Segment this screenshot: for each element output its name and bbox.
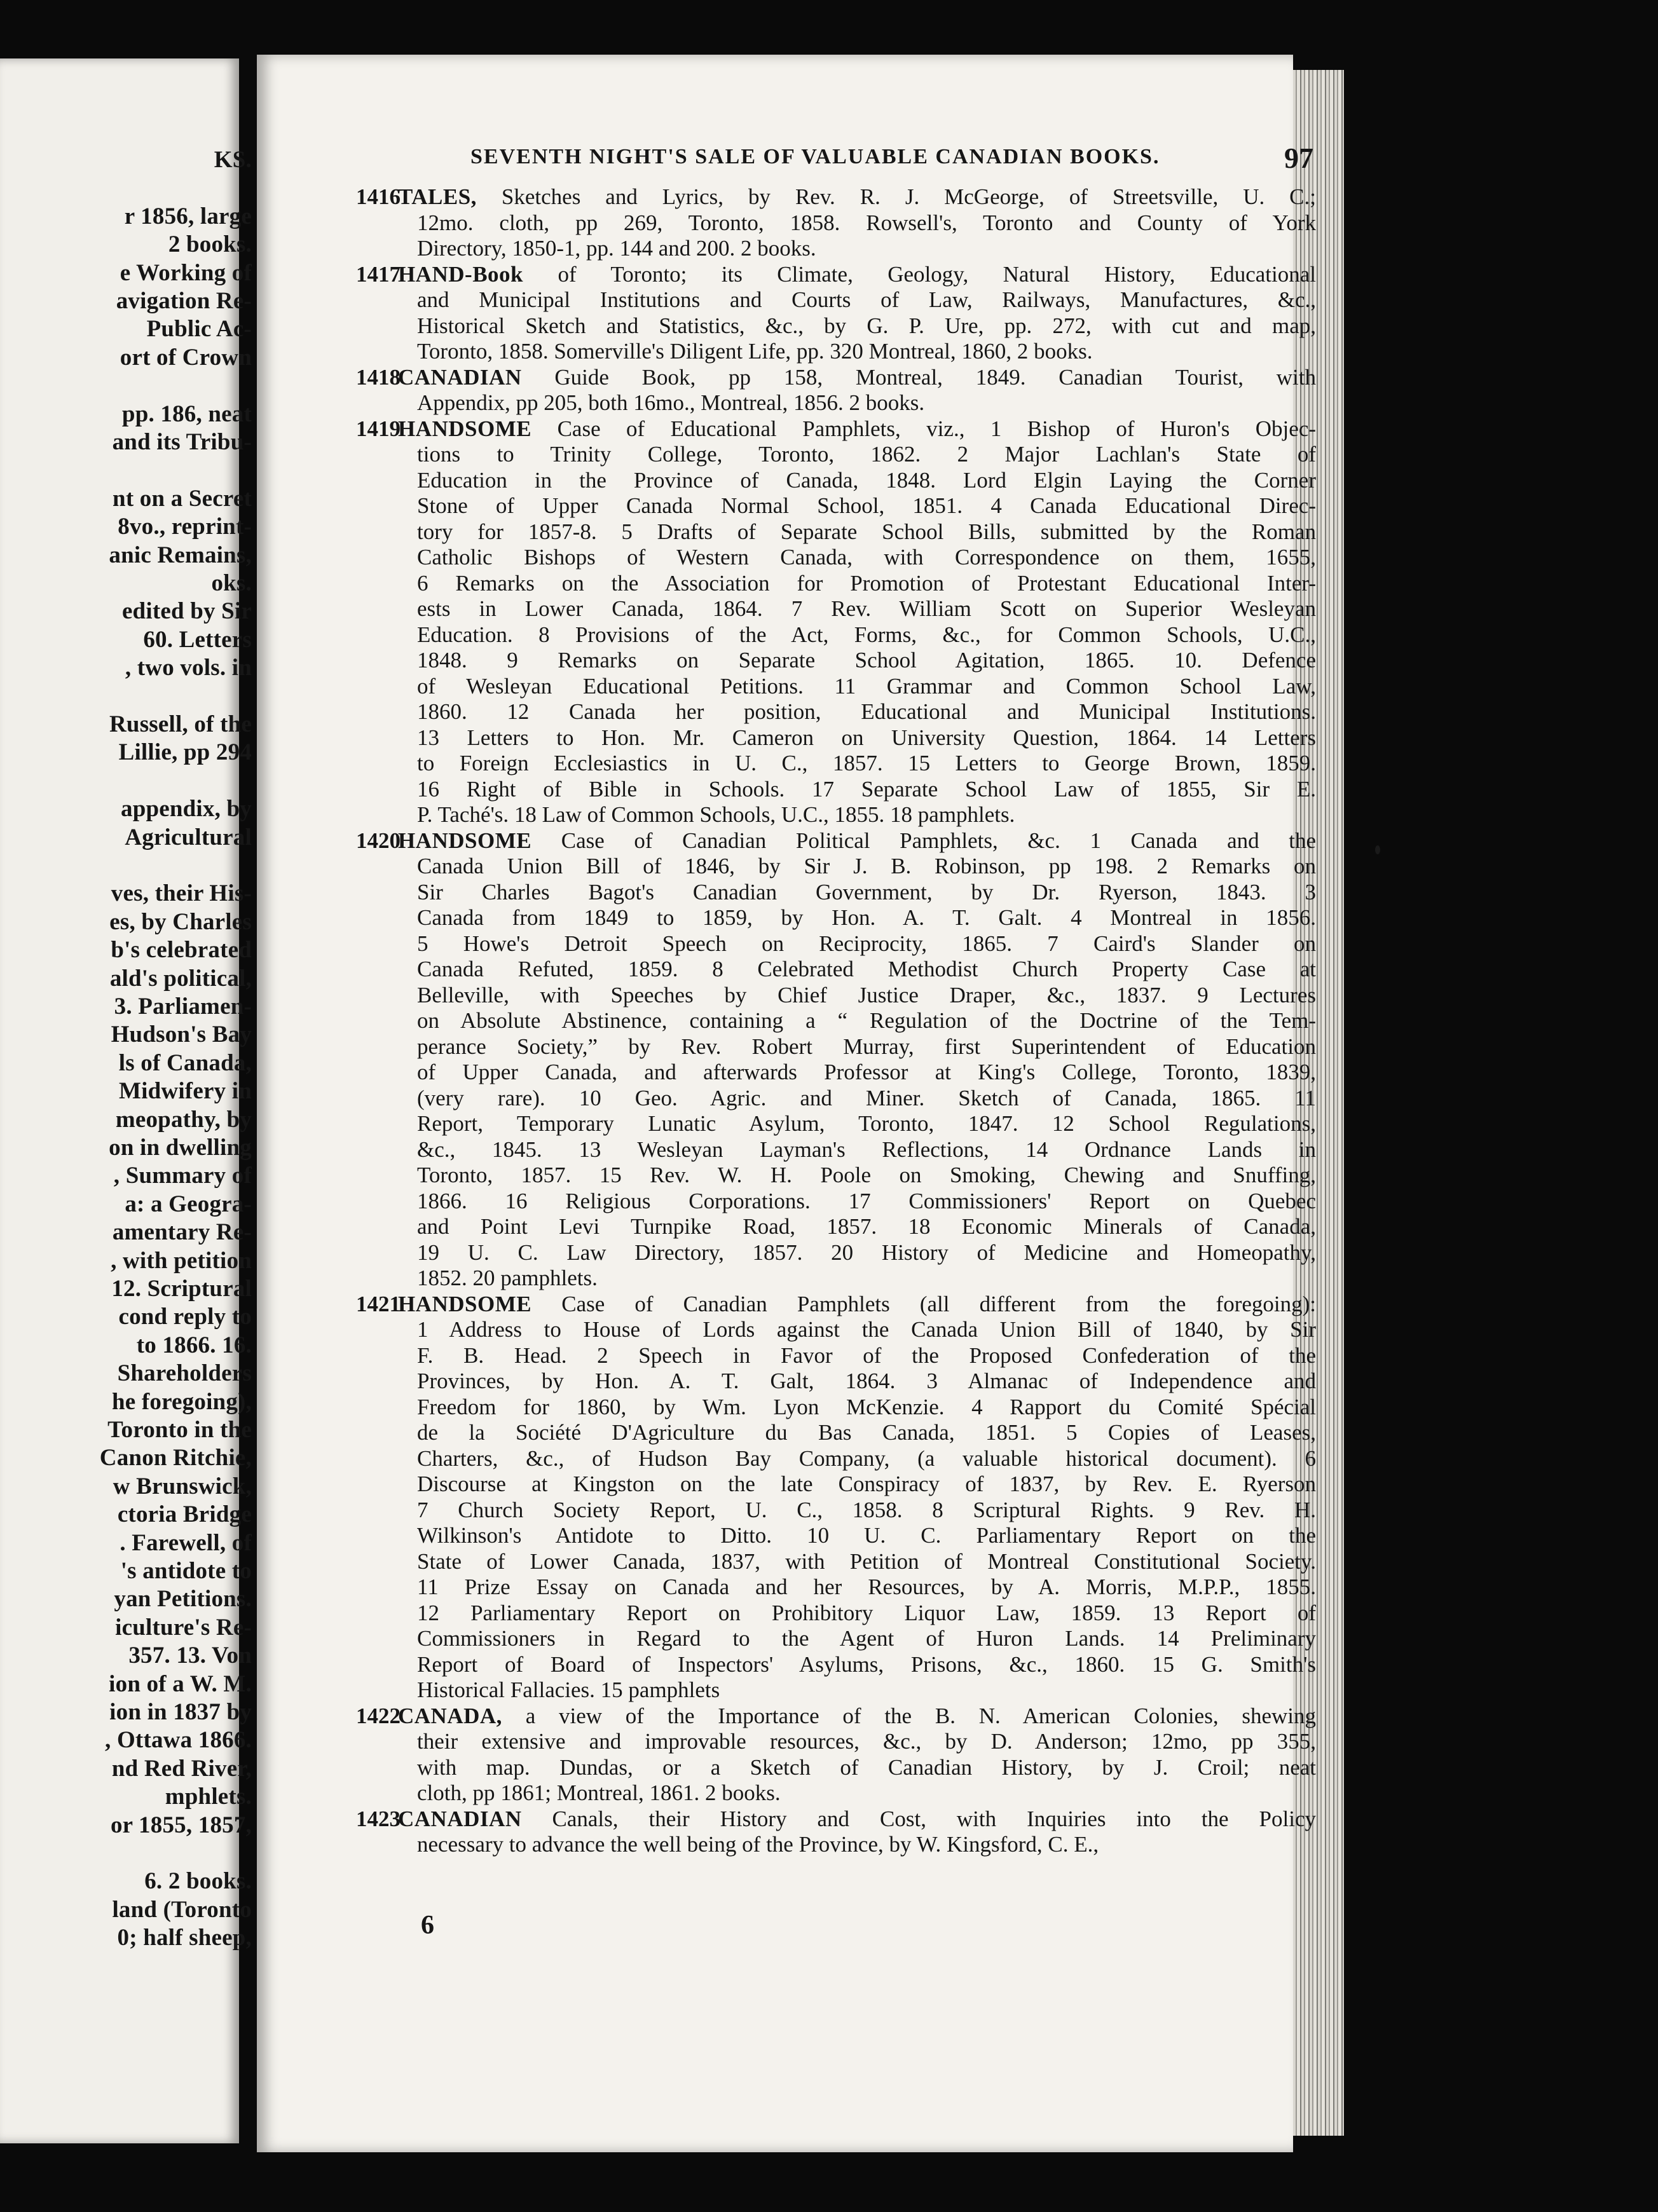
left-page-line: b's celebrated [111, 937, 252, 964]
left-page-line: Midwifery in [119, 1078, 252, 1105]
lot-number: 1422 [356, 1703, 401, 1728]
left-page-line: Russell, of the [109, 711, 252, 737]
left-page-line: cond reply to [118, 1304, 252, 1330]
entry-line: Belleville, with Speeches by Chief Justice Draper, &c., 1837. 9 Lectures [417, 982, 1316, 1007]
entry-line: their extensive and improvable resources, &c., by D. Anderson; 12mo, pp 355, [417, 1729, 1316, 1754]
left-page-line: r 1856, large [124, 203, 252, 229]
lot-number: 1417 [356, 261, 401, 287]
entry-first-line [356, 1703, 1316, 1730]
lot-lead-word: HANDSOME [398, 416, 532, 441]
left-page-line: 8vo., reprint- [118, 514, 252, 540]
left-page-line: Canon Ritchie, [99, 1445, 252, 1471]
left-page-line: ls of Canada, [118, 1049, 252, 1076]
catalogue-entry [356, 1806, 1316, 1858]
running-head: SEVENTH NIGHT'S SALE OF VALUABLE CANADIAN BOOKS. [470, 145, 1160, 168]
entry-first-line [356, 416, 1316, 442]
left-page-line: 12. Scriptural [111, 1276, 252, 1302]
entry-first-line [356, 828, 1316, 854]
left-page-line: es, by Charles [109, 908, 252, 935]
left-page-line: iculture's Re- [115, 1614, 252, 1641]
entry-line: Freedom for 1860, by Wm. Lyon McKenzie. 4 Rapport du Comité Spécial [417, 1394, 1316, 1419]
entry-line: to Foreign Ecclesiastics in U. C., 1857. 15 Letters to George Brown, 1859. [417, 751, 1316, 775]
entry-line: Directory, 1850-1, pp. 144 and 200. 2 books. [417, 236, 816, 261]
entry-text: Case of Canadian Pamphlets (all different from the foregoing): [561, 1291, 1317, 1316]
left-page-line: Agricultural [125, 824, 252, 850]
entry-line: Canada Union Bill of 1846, by Sir J. B. Robinson, pp 198. 2 Remarks on [417, 854, 1316, 878]
entry-line: (very rare). 10 Geo. Agric. and Miner. Sketch of Canada, 1865. 11 [417, 1085, 1316, 1110]
left-page-line: meopathy, by [115, 1106, 252, 1133]
lot-number: 1419 [356, 416, 401, 441]
entry-line: Historical Sketch and Statistics, &c., by G. P. Ure, pp. 272, with cut and map, [417, 313, 1316, 338]
left-page-line: . Farewell, of [120, 1529, 252, 1556]
lot-number: 1420 [356, 828, 401, 853]
left-page-line: ort of Crown [120, 344, 252, 371]
left-page-line: land (Toronto [112, 1896, 252, 1923]
entry-first-line [356, 1292, 1316, 1318]
entry-line: with map. Dundas, or a Sketch of Canadian History, by J. Croil; neat [417, 1754, 1316, 1780]
entry-line: ests in Lower Canada, 1864. 7 Rev. William Scott on Superior Wesleyan [417, 596, 1316, 621]
left-page-line: 0; half sheep, [117, 1925, 252, 1951]
entry-line: Canada Refuted, 1859. 8 Celebrated Methodist Church Property Case at [417, 957, 1316, 981]
left-page-line: Lillie, pp 294 [118, 739, 252, 766]
left-page-line: 6. 2 books. [144, 1868, 252, 1895]
left-page-line: e Working of [120, 259, 252, 286]
entry-line: Toronto, 1857. 15 Rev. W. H. Poole on Smoking, Chewing and Snuffing, [417, 1163, 1316, 1187]
catalogue-entry [356, 416, 1316, 828]
ink-speck [1375, 845, 1380, 854]
left-page-line: 3. Parliamen- [114, 993, 252, 1020]
entry-line: Appendix, pp 205, both 16mo., Montreal, 1856. 2 books. [417, 390, 925, 415]
entry-line: and Point Levi Turnpike Road, 1857. 18 Economic Minerals of Canada, [417, 1214, 1316, 1239]
entry-line: 6 Remarks on the Association for Promotion of Protestant Educational Inter- [417, 570, 1316, 596]
left-page-line: pp. 186, neat [121, 400, 252, 427]
left-page-line: anic Remains, [109, 542, 252, 568]
left-page-line: ctoria Bridge [117, 1501, 252, 1528]
entry-text: a view of the Importance of the B. N. American Colonies, shewing [525, 1703, 1316, 1728]
left-page-line: w Brunswick, [113, 1473, 252, 1499]
lot-lead-word: CANADIAN [398, 364, 522, 390]
catalogue-entry [356, 262, 1316, 365]
entry-text: Guide Book, pp 158, Montreal, 1849. Canadian Tourist, with [554, 364, 1316, 390]
entry-text: Case of Canadian Political Pamphlets, &c. 1 Canada and the [561, 828, 1316, 853]
entry-line: perance Society,” by Rev. Robert Murray, first Superintendent of Education [417, 1034, 1316, 1059]
left-page-line: mphlets. [165, 1784, 252, 1810]
lot-lead-word: HAND-Book [398, 261, 524, 287]
left-page-line: oks. [211, 570, 252, 596]
left-page-line: , with petition [111, 1247, 252, 1274]
lot-number: 1421 [356, 1291, 401, 1316]
lot-lead-word: TALES, [398, 184, 477, 209]
entry-line: Discourse at Kingston on the late Conspiracy of 1837, by Rev. E. Ryerson [417, 1471, 1316, 1496]
lot-number: 1418 [356, 364, 401, 390]
entry-line: tory for 1857-8. 5 Drafts of Separate School Bills, submitted by the Roman [417, 519, 1316, 544]
catalogue-entry [356, 1292, 1316, 1703]
entry-line: 12mo. cloth, pp 269, Toronto, 1858. Rowsell's, Toronto and County of York [417, 210, 1316, 235]
entry-line: Education in the Province of Canada, 1848. Lord Elgin Laying the Corner [417, 467, 1316, 493]
catalogue-entry [356, 184, 1316, 262]
entry-line: necessary to advance the well being of the Province, by W. Kingsford, C. E., [417, 1832, 1099, 1857]
entry-line: &c., 1845. 13 Wesleyan Layman's Reflections, 14 Ordnance Lands in [417, 1137, 1316, 1162]
left-page-line: , two vols. in [125, 655, 252, 681]
left-page-line: on in dwelling [109, 1135, 252, 1161]
entry-line: 1848. 9 Remarks on Separate School Agitation, 1865. 10. Defence [417, 648, 1316, 672]
entry-line: de la Société D'Agriculture du Bas Canada, 1851. 5 Copies of Leases, [417, 1420, 1316, 1445]
lot-number: 1416 [356, 184, 401, 209]
entry-line: on Absolute Abstinence, containing a “ Regulation of the Doctrine of the Tem- [417, 1008, 1316, 1033]
left-page-line: nt on a Secret [113, 485, 252, 512]
entry-line: 11 Prize Essay on Canada and her Resources, by A. Morris, M.P.P., 1855. [417, 1574, 1316, 1599]
left-page-line: and its Tribu- [112, 429, 252, 455]
left-page-line: Public Ac- [146, 316, 252, 343]
entry-line: cloth, pp 1861; Montreal, 1861. 2 books. [417, 1780, 781, 1805]
entry-line: Charters, &c., of Hudson Bay Company, (a valuable historical document). 6 [417, 1445, 1316, 1471]
lot-lead-word: CANADA, [398, 1703, 502, 1728]
entry-line: Toronto, 1858. Somerville's Diligent Life, pp. 320 Montreal, 1860, 2 books. [417, 339, 1093, 364]
catalogue-entry [356, 828, 1316, 1292]
left-page-line: ion of a W. M. [109, 1670, 252, 1697]
entry-line: Education. 8 Provisions of the Act, Forms, &c., for Common Schools, U.C., [417, 622, 1316, 647]
entry-line: tions to Trinity College, Toronto, 1862. 2 Major Lachlan's State of [417, 442, 1316, 467]
catalogue-entry [356, 1703, 1316, 1806]
left-page-line: Toronto in the [107, 1417, 252, 1443]
left-page-line: appendix, by [121, 796, 252, 823]
entry-line: of Upper Canada, and afterwards Professor at King's College, Toronto, 1839, [417, 1060, 1316, 1084]
entry-line: Catholic Bishops of Western Canada, with Correspondence on them, 1655, [417, 545, 1316, 570]
signature-mark: 6 [421, 1911, 434, 1940]
lot-lead-word: CANADIAN [398, 1806, 522, 1831]
left-page-line: to 1866. 16. [136, 1332, 252, 1358]
entry-text: of Toronto; its Climate, Geology, Natural History, Educational [558, 261, 1316, 287]
entry-line: Report, Temporary Lunatic Asylum, Toronto, 1847. 12 School Regulations, [417, 1111, 1316, 1136]
entry-line: Historical Fallacies. 15 pamphlets [417, 1677, 720, 1702]
entry-line: 1860. 12 Canada her position, Educational and Municipal Institutions. [417, 699, 1316, 724]
left-page-line: 2 books. [168, 231, 252, 258]
left-page-line: KS. [214, 147, 252, 173]
entry-first-line [356, 365, 1316, 391]
entry-text: Sketches and Lyrics, by Rev. R. J. McGeorge, of Streetsville, U. C.; [501, 184, 1316, 209]
entry-line: 5 Howe's Detroit Speech on Reciprocity, 1865. 7 Caird's Slander on [417, 931, 1316, 956]
lot-lead-word: HANDSOME [398, 828, 532, 853]
left-page-line: avigation Re- [116, 288, 252, 314]
entry-line: 7 Church Society Report, U. C., 1858. 8 Scriptural Rights. 9 Rev. H. [417, 1497, 1316, 1522]
left-page-line: ald's political, [109, 965, 252, 992]
left-page-line: ion in 1837 by [109, 1699, 252, 1725]
entry-line: Wilkinson's Antidote to Ditto. 10 U. C. Parliamentary Report on the [417, 1523, 1316, 1548]
entry-text: Canals, their History and Cost, with Inquiries into the Policy [552, 1806, 1316, 1831]
left-page-line: , Ottawa 1866. [105, 1727, 252, 1754]
entry-line: 13 Letters to Hon. Mr. Cameron on University Question, 1864. 14 Letters [417, 725, 1316, 750]
entry-line: Commissioners in Regard to the Agent of Huron Lands. 14 Preliminary [417, 1626, 1316, 1651]
page-number: 97 [1284, 142, 1313, 174]
entry-line: Sir Charles Bagot's Canadian Government, by Dr. Ryerson, 1843. 3 [417, 879, 1316, 905]
left-page-line: he foregoing), [112, 1388, 252, 1415]
left-page-line: , Summary of [113, 1163, 252, 1189]
entry-line: of Wesleyan Educational Petitions. 11 Grammar and Common School Law, [417, 673, 1316, 699]
entry-line: Report of Board of Inspectors' Asylums, Prisons, &c., 1860. 15 G. Smith's [417, 1651, 1316, 1677]
left-page-line: edited by Sir [121, 598, 252, 625]
entry-line: State of Lower Canada, 1837, with Petition of Montreal Constitutional Society. [417, 1548, 1316, 1574]
left-page-line: Hudson's Bay [111, 1021, 252, 1048]
entry-line: 19 U. C. Law Directory, 1857. 20 History of Medicine and Homeopathy, [417, 1239, 1316, 1265]
left-page-line: 60. Letters [143, 626, 252, 653]
entry-line: and Municipal Institutions and Courts of Law, Railways, Manufactures, &c., [417, 287, 1316, 312]
entry-line: 12 Parliamentary Report on Prohibitory Liquor Law, 1859. 13 Report of [417, 1600, 1316, 1625]
catalogue-entry [356, 365, 1316, 416]
entry-line: Canada from 1849 to 1859, by Hon. A. T. Galt. 4 Montreal in 1856. [417, 905, 1316, 930]
left-page-fragment [0, 58, 252, 2143]
entry-first-line [356, 184, 1316, 210]
catalogue-entries [356, 184, 1316, 1858]
left-page-line: nd Red River, [111, 1755, 252, 1782]
entry-first-line [356, 1806, 1316, 1833]
left-page-line: a: a Geogra- [125, 1191, 252, 1217]
lot-number: 1423 [356, 1806, 401, 1831]
left-page-line: 357. 13. Von [128, 1642, 252, 1669]
lot-lead-word: HANDSOME [398, 1291, 532, 1316]
left-page-line: ves, their His- [111, 880, 252, 907]
left-page-line: Shareholders [117, 1360, 252, 1387]
entry-line: 1866. 16 Religious Corporations. 17 Commissioners' Report on Quebec [417, 1188, 1316, 1213]
entry-line: 1 Address to House of Lords against the Canada Union Bill of 1840, by Sir [417, 1317, 1316, 1342]
entry-line: Stone of Upper Canada Normal School, 1851. 4 Canada Educational Direc- [417, 493, 1316, 518]
left-page-line: yan Petitions. [114, 1586, 252, 1613]
entry-line: P. Taché's. 18 Law of Common Schools, U.C., 1855. 18 pamphlets. [417, 802, 1015, 827]
entry-line: 16 Right of Bible in Schools. 17 Separate School Law of 1855, Sir E. [417, 776, 1316, 802]
entry-first-line [356, 262, 1316, 288]
left-page-line: or 1855, 1857, [110, 1812, 252, 1838]
entry-line: Provinces, by Hon. A. T. Galt, 1864. 3 Almanac of Independence and [417, 1369, 1316, 1393]
entry-line: F. B. Head. 2 Speech in Favor of the Proposed Confederation of the [417, 1342, 1316, 1368]
left-page-line: 's antidote to [120, 1558, 252, 1584]
entry-text: Case of Educational Pamphlets, viz., 1 Bishop of Huron's Objec- [557, 416, 1317, 441]
left-page-line: amentary Re- [112, 1219, 252, 1246]
entry-line: 1852. 20 pamphlets. [417, 1266, 598, 1290]
